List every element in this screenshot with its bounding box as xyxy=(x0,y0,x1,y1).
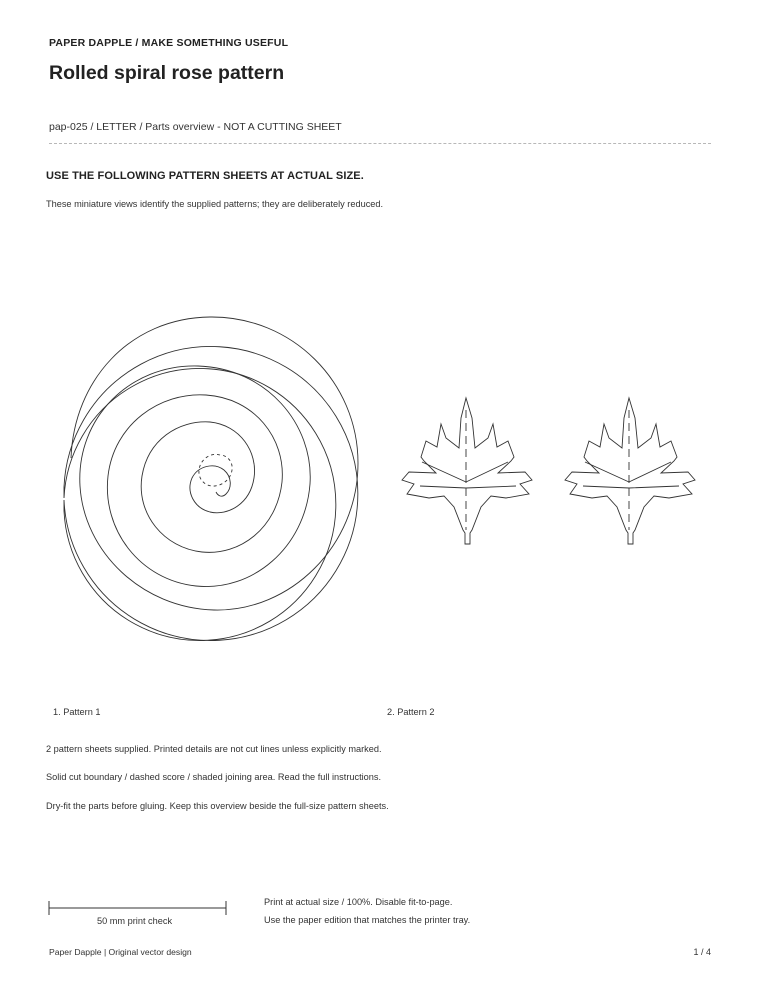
leaf-2-vein-lower xyxy=(583,486,679,488)
spiral-glue-tab xyxy=(199,454,232,486)
spiral-rose-pattern xyxy=(64,317,358,641)
leaf-pattern-1 xyxy=(402,398,532,544)
spiral-outline-outer xyxy=(64,347,358,641)
page-title: Rolled spiral rose pattern xyxy=(49,62,285,84)
pattern-caption-1: 1. Pattern 1 xyxy=(53,707,101,717)
leaf-1-outline xyxy=(402,398,532,544)
note-dry-fit: Dry-fit the parts before gluing. Keep this overview beside the full-size pattern sheets. xyxy=(46,801,389,811)
leaf-2-outline xyxy=(565,398,695,544)
note-sheets: 2 pattern sheets supplied. Printed details are not cut lines unless explicitly marked. xyxy=(46,744,382,754)
footer-credit: Paper Dapple | Original vector design xyxy=(49,947,192,957)
print-instruction-1: Print at actual size / 100%. Disable fit-to-page. xyxy=(264,897,453,907)
leaf-pattern-2 xyxy=(565,398,695,544)
page-number: 1 / 4 xyxy=(693,947,711,957)
brand-line: PAPER DAPPLE / MAKE SOMETHING USEFUL xyxy=(49,37,289,49)
document-meta: pap-025 / LETTER / Parts overview - NOT A CUTTING SHEET xyxy=(49,121,342,133)
scale-bar xyxy=(49,901,226,915)
pattern-caption-2: 2. Pattern 2 xyxy=(387,707,435,717)
scale-bar-label: 50 mm print check xyxy=(97,916,173,926)
leaf-1-vein-lower xyxy=(420,486,516,488)
intro-text: These miniature views identify the supplied patterns; they are deliberately reduced. xyxy=(46,199,384,209)
instructions-heading: USE THE FOLLOWING PATTERN SHEETS AT ACTUAL SIZE. xyxy=(46,170,364,182)
spiral-outline-inner xyxy=(71,317,358,610)
note-legend: Solid cut boundary / dashed score / shaded joining area. Read the full instructions. xyxy=(46,772,382,782)
print-instruction-2: Use the paper edition that matches the printer tray. xyxy=(264,915,471,925)
